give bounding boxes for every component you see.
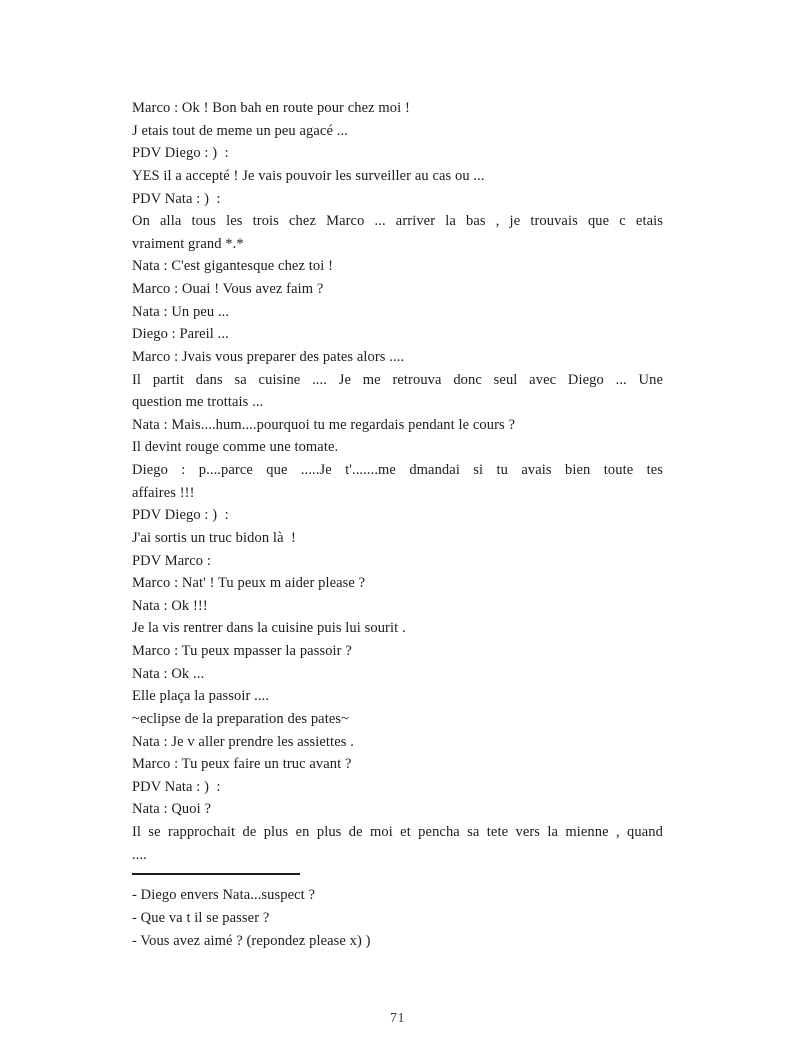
text-line: Nata : Quoi ? <box>132 801 212 818</box>
text-line: .... <box>132 846 147 863</box>
text-line: PDV Marco : <box>132 552 211 569</box>
text-line: Marco : Ok ! Bon bah en route pour chez moi ! <box>132 100 410 116</box>
text-line: Nata : C'est gigantesque chez toi ! <box>132 258 333 275</box>
text-line: YES il a accepté ! Je vais pouvoir les surveiller au cas ou ... <box>132 167 485 184</box>
text-line: J etais tout de meme un peu agacé ... <box>132 122 348 139</box>
footnote-line: - Que va t il se passer ? <box>132 909 270 926</box>
text-line: Diego : Pareil ... <box>132 326 229 343</box>
text-line: PDV Diego : ) : <box>132 145 229 162</box>
text-line: Marco : Tu peux mpasser la passoir ? <box>132 643 352 659</box>
text-line: Marco : Ouai ! Vous avez faim ? <box>132 281 324 297</box>
footnote-divider <box>132 873 300 875</box>
text-line: Nata : Ok ... <box>132 665 205 682</box>
text-line: affaires !!! <box>132 484 195 501</box>
text-line: ~eclipse de la preparation des pates~ <box>132 710 350 727</box>
footnote-line: - Diego envers Nata...suspect ? <box>132 887 316 904</box>
text-line: Je la vis rentrer dans la cuisine puis lui sourit . <box>132 620 406 637</box>
text-line: Marco : Jvais vous preparer des pates alors .... <box>132 348 405 365</box>
text-line: PDV Diego : ) : <box>132 507 229 524</box>
text-line: Nata : Ok !!! <box>132 597 208 614</box>
text-line: Marco : Tu peux faire un truc avant ? <box>132 756 352 773</box>
page-content <box>132 97 663 952</box>
text-line: Elle plaça la passoir .... <box>132 688 270 705</box>
text-line: Nata : Mais....hum....pourquoi tu me regardais pendant le cours ? <box>132 416 515 433</box>
text-line: Il partit dans sa cuisine .... Je me retrouva donc seul avec Diego ... Une <box>132 371 663 388</box>
text-line: Marco : Nat' ! Tu peux m aider please ? <box>132 575 366 592</box>
text-line: Il se rapprochait de plus en plus de moi et pencha sa tete vers la mienne , quand <box>132 824 663 840</box>
text-line: vraiment grand *.* <box>132 235 244 252</box>
page-number: 71 <box>390 1011 405 1026</box>
text-line: Nata : Je v aller prendre les assiettes . <box>132 733 354 750</box>
text-line: On alla tous les trois chez Marco ... arriver la bas , je trouvais que c etais <box>132 213 663 230</box>
text-line: Il devint rouge comme une tomate. <box>132 439 339 456</box>
text-line: PDV Nata : ) : <box>132 778 221 795</box>
text-line: J'ai sortis un truc bidon là ! <box>132 529 296 546</box>
text-line: PDV Nata : ) : <box>132 190 221 207</box>
text-line: Diego : p....parce que .....Je t'.......me dmandai si tu avais bien toute tes <box>132 462 663 478</box>
body-text <box>132 97 663 866</box>
text-line: question me trottais ... <box>132 394 264 411</box>
footnote-section <box>132 884 663 952</box>
text-line: Nata : Un peu ... <box>132 303 230 320</box>
footnote-line: - Vous avez aimé ? (repondez please x) ) <box>132 932 371 949</box>
